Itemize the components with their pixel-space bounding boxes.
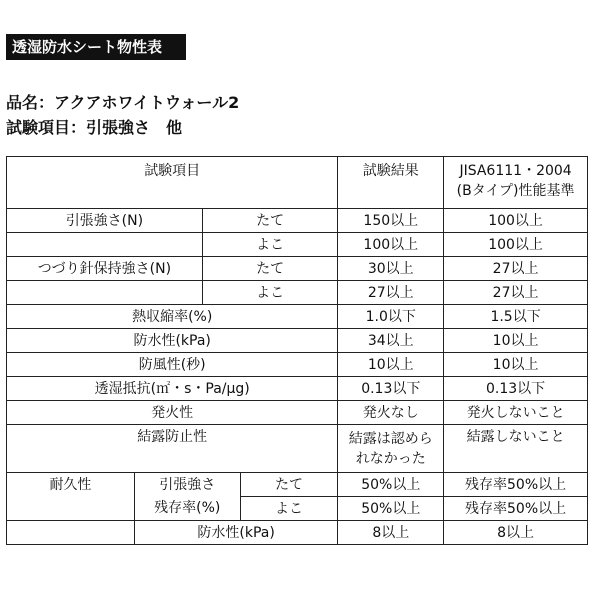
durability-sub1: 引張強さ: [134, 473, 240, 497]
row-label-windproof: 防風性(秒): [7, 353, 338, 377]
table-row: [7, 305, 588, 329]
table-row: [7, 473, 588, 497]
cell-result: 50%以上: [338, 473, 444, 497]
cell-result: 30以上: [338, 257, 444, 281]
table-row: [7, 425, 588, 473]
row-label-empty: [7, 521, 135, 545]
cell-standard: 10以上: [444, 353, 588, 377]
cell-result: 34以上: [338, 329, 444, 353]
cell-standard: 27以上: [444, 281, 588, 305]
row-label-waterproof: 防水性(kPa): [7, 329, 338, 353]
row-label-condensation: 結露防止性: [7, 425, 338, 473]
cell-standard: 0.13以下: [444, 377, 588, 401]
product-name: 品名：アクアホワイトウォール2: [6, 93, 240, 112]
row-label-empty: [7, 281, 203, 305]
row-label-empty: [7, 233, 203, 257]
header-standard: [444, 157, 588, 209]
test-items-label: 試験項目：引張強さ 他: [6, 118, 183, 137]
cell-standard: 10以上: [444, 329, 588, 353]
table-row: [7, 401, 588, 425]
cell-standard: 100以上: [444, 233, 588, 257]
cell-standard: 残存率50%以上: [444, 473, 588, 497]
dir-yoko: よこ: [202, 281, 338, 305]
table-row: [7, 329, 588, 353]
row-label-tensile: 引張強さ(N): [7, 209, 203, 233]
cell-result: 0.13以下: [338, 377, 444, 401]
cell-result: 10以上: [338, 353, 444, 377]
cell-standard: 発火しないこと: [444, 401, 588, 425]
cell-result: 発火なし: [338, 401, 444, 425]
header-item: 試験項目: [7, 157, 338, 209]
row-label-durability: 耐久性: [7, 473, 135, 521]
spec-table: [6, 156, 588, 545]
row-label-nail: つづり針保持強さ(N): [7, 257, 203, 281]
table-row: [7, 257, 588, 281]
cell-result: 1.0以下: [338, 305, 444, 329]
cell-result: 27以上: [338, 281, 444, 305]
dir-tate: たて: [202, 257, 338, 281]
cell-result: 150以上: [338, 209, 444, 233]
table-row: [7, 353, 588, 377]
durability-sub2: 残存率(%): [134, 497, 240, 521]
document-title: 透湿防水シート物性表: [6, 34, 186, 60]
table-row: [7, 521, 588, 545]
dir-yoko: よこ: [202, 233, 338, 257]
cell-standard: 8以上: [444, 521, 588, 545]
durability-water-label: 防水性(kPa): [134, 521, 338, 545]
cell-standard: 残存率50%以上: [444, 497, 588, 521]
row-label-fire: 発火性: [7, 401, 338, 425]
header-result: 試験結果: [338, 157, 444, 209]
cell-standard: 27以上: [444, 257, 588, 281]
dir-tate: たて: [240, 473, 338, 497]
table-header-row: [7, 157, 588, 209]
row-label-moisture: 透湿抵抗(㎡・s・Pa/μg): [7, 377, 338, 401]
table-row: [7, 377, 588, 401]
header-standard-line1: JISA6111・2004: [459, 163, 572, 179]
cell-standard: 100以上: [444, 209, 588, 233]
cell-standard: 1.5以下: [444, 305, 588, 329]
condensation-result-line1: 結露は認めら: [348, 430, 433, 447]
condensation-result-line2: れなかった: [355, 450, 426, 467]
cell-result: 100以上: [338, 233, 444, 257]
row-label-shrink: 熱収縮率(%): [7, 305, 338, 329]
dir-yoko: よこ: [240, 497, 338, 521]
table-row: [7, 281, 588, 305]
table-row: [7, 209, 588, 233]
table-row: [7, 233, 588, 257]
cell-result: [338, 425, 444, 473]
cell-result: 50%以上: [338, 497, 444, 521]
dir-tate: たて: [202, 209, 338, 233]
cell-result: 8以上: [338, 521, 444, 545]
header-standard-line2: (Bタイプ)性能基準: [456, 183, 575, 199]
cell-standard: 結露しないこと: [444, 425, 588, 473]
